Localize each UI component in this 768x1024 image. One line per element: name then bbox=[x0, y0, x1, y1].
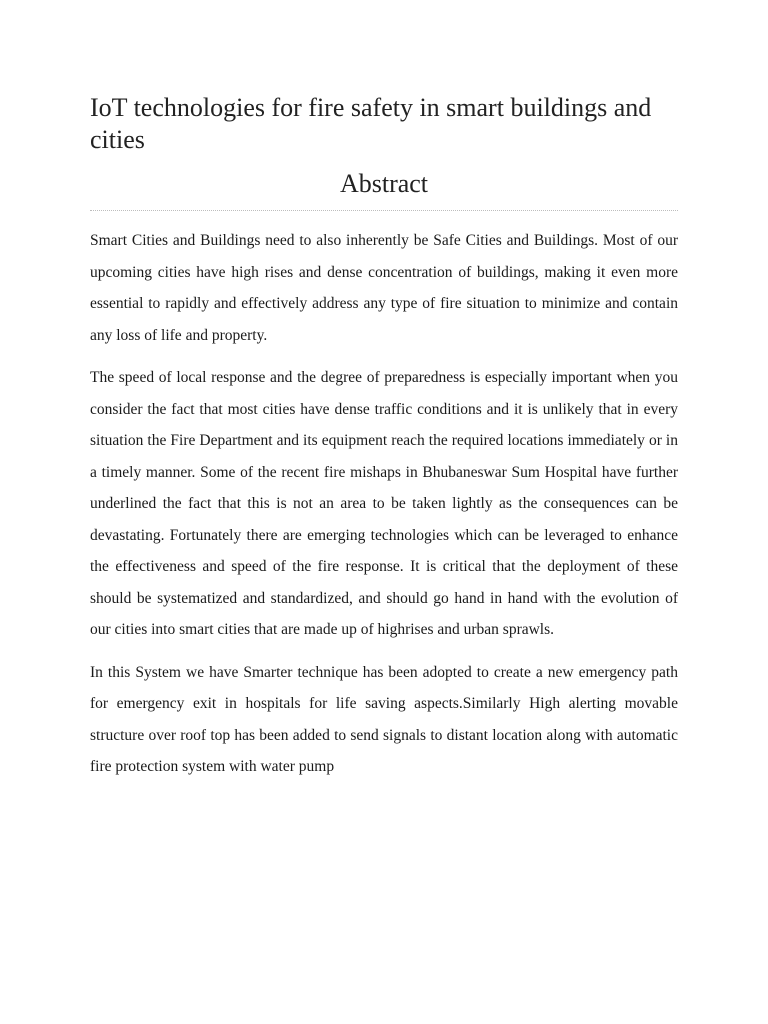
heading-divider bbox=[90, 210, 678, 211]
abstract-paragraph-2: The speed of local response and the degree of preparedness is especially important when you consider the fact that most cities have dense traffic conditions and it is unlikely that in every situation the Fire Department and its equipment reach the required locations immediately or in a timely manner. Some of the recent fire mishaps in Bhubaneswar Sum Hospital have further underlined the fact that this is not an area to be taken lightly as the consequences can be devastating. Fortunately there are emerging technologies which can be leveraged to enhance the effectiveness and speed of the fire response. It is critical that the deployment of these should be systematized and standardized, and should go hand in hand with the evolution of our cities into smart cities that are made up of highrises and urban sprawls. bbox=[90, 369, 678, 638]
abstract-heading: Abstract bbox=[339, 169, 429, 198]
abstract-paragraph-1: Smart Cities and Buildings need to also inherently be Safe Cities and Buildings. Most of our upcoming cities have high rises and dense concentration of buildings, making it even more essential to rapidly and effectively address any type of fire situation to minimize and contain any loss of life and property. bbox=[90, 232, 678, 344]
document-page bbox=[90, 92, 678, 794]
abstract-body bbox=[90, 225, 678, 783]
abstract-paragraph-3: In this System we have Smarter technique has been adopted to create a new emergency path for emergency exit in hospitals for life saving aspects.Similarly High alerting movable structure over roof top has been added to send signals to distant location along with automatic fire protection system with water pump bbox=[90, 663, 678, 775]
document-title: IoT technologies for fire safety in smart buildings and cities bbox=[90, 93, 652, 154]
